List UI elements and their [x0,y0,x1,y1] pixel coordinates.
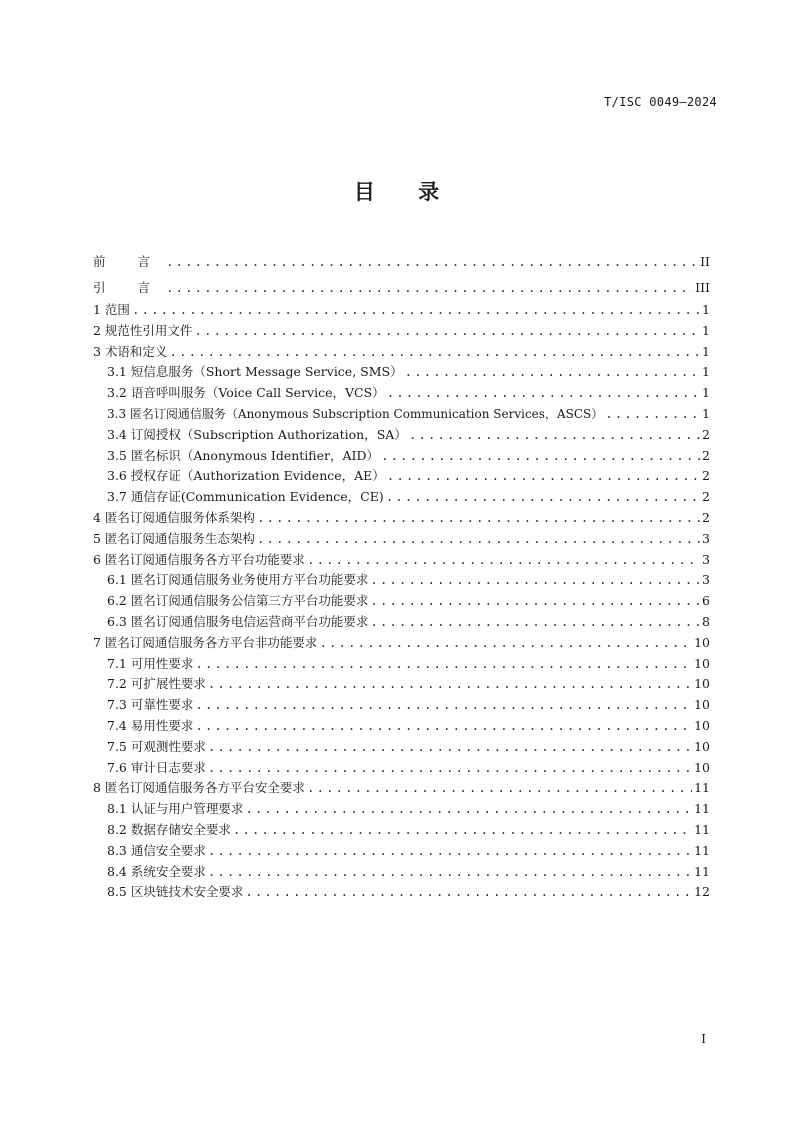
toc-leader-dots [405,362,700,383]
toc-entry-section-3[interactable] [93,342,710,363]
toc-page-number: 12 [694,884,710,900]
toc-page-number: 3 [702,572,710,588]
toc-entry-section-7-6[interactable] [93,758,710,779]
toc-page-number: 2 [702,468,710,484]
toc-leader-dots [257,508,700,529]
toc-entry-section-6-2[interactable] [93,591,710,612]
toc-entry-label: 8 匿名订阅通信服务各方平台安全要求 [93,780,305,796]
toc-leader-dots [245,882,692,903]
table-of-contents [93,249,710,903]
toc-leader-dots [195,654,692,675]
toc-page-number: 3 [702,530,710,546]
toc-leader-dots [166,249,698,275]
toc-page-number: 1 [702,302,710,317]
toc-entry-label: 6.1 匿名订阅通信服务业务使用方平台功能要求 [107,572,369,588]
toc-entry-label: 3 术语和定义 [93,343,168,359]
toc-entry-section-6[interactable] [93,550,710,571]
toc-entry-section-8-1[interactable] [93,799,710,820]
toc-entry-label: 8.1 认证与用户管理要求 [107,801,244,817]
toc-entry-section-3-5[interactable] [93,446,710,467]
toc-entry-label: 6.2 匿名订阅通信服务公信第三方平台功能要求 [107,593,369,609]
toc-leader-dots [208,862,692,883]
toc-entry-label: 7.4 易用性要求 [107,717,194,733]
toc-leader-dots [132,300,700,321]
toc-leader-dots [307,778,692,799]
toc-entry-section-7-4[interactable] [93,716,710,737]
toc-leader-dots [370,570,700,591]
toc-entry-label: 7.2 可扩展性要求 [107,676,206,692]
toc-entry-label: 6 匿名订阅通信服务各方平台功能要求 [93,551,305,567]
toc-entry-label: 1 范围 [93,302,130,317]
toc-page-number: 1 [702,405,710,421]
toc-entry-label: 3.1 短信息服务（Short Message Service, SMS） [107,364,403,380]
toc-leader-dots [370,591,700,612]
toc-entry-label: 7 匿名订阅通信服务各方平台非功能要求 [93,634,318,650]
toc-entry-section-8-4[interactable] [93,862,710,883]
toc-entry-label: 8.5 区块链技术安全要求 [107,884,244,900]
toc-entry-section-8-2[interactable] [93,820,710,841]
toc-entry-label: 3.4 订阅授权（Subscription Authorization，SA） [107,426,407,442]
toc-page-number: III [695,279,710,295]
toc-entry-label: 7.6 审计日志要求 [107,759,206,775]
toc-entry-section-3-3[interactable] [93,404,710,425]
toc-page-number: 3 [702,551,710,567]
toc-leader-dots [169,342,700,363]
toc-entry-label: 引 言 [93,279,164,295]
toc-leader-dots [245,799,692,820]
toc-page-number: 1 [702,385,710,401]
toc-entry-section-3-4[interactable] [93,425,710,446]
toc-entry-section-3-6[interactable] [93,466,710,487]
toc-entry-label: 3.2 语音呼叫服务（Voice Call Service，VCS） [107,385,385,401]
toc-entry-label: 7.3 可靠性要求 [107,697,194,713]
toc-page-number: 10 [694,676,710,692]
toc-leader-dots [195,695,692,716]
toc-page-number: 8 [702,613,710,629]
toc-entry-section-8-5[interactable] [93,882,710,903]
toc-page-number: 2 [702,489,710,505]
toc-leader-dots [208,737,692,758]
toc-leader-dots [387,383,700,404]
toc-leader-dots [195,716,692,737]
toc-entry-section-4[interactable] [93,508,710,529]
toc-page-number: 1 [702,343,710,359]
toc-entry-section-7[interactable] [93,633,710,654]
toc-leader-dots [257,529,700,550]
toc-entry-section-7-5[interactable] [93,737,710,758]
toc-entry-section-3-2[interactable] [93,383,710,404]
toc-entry-section-7-3[interactable] [93,695,710,716]
toc-entry-section-1[interactable] [93,300,710,321]
toc-leader-dots [319,633,692,654]
toc-entry-section-7-2[interactable] [93,674,710,695]
toc-page-number: 6 [702,593,710,609]
toc-entry-section-8-3[interactable] [93,841,710,862]
toc-entry-label: 3.3 匿名订阅通信服务（Anonymous Subscription Communication Services，ASCS） [107,406,604,421]
toc-page-number: 11 [694,780,710,796]
toc-leader-dots [208,674,692,695]
toc-entry-label: 7.1 可用性要求 [107,655,194,671]
toc-page-number: 11 [694,801,710,817]
toc-entry-label: 3.7 通信存证(Communication Evidence，CE) [107,489,384,505]
toc-entry-label: 8.2 数据存储安全要求 [107,821,231,837]
toc-page-number: 10 [694,655,710,671]
toc-page-number: 11 [694,842,710,858]
toc-entry-section-5[interactable] [93,529,710,550]
toc-entry-section-2[interactable] [93,321,710,342]
toc-page-number: 10 [694,634,710,650]
toc-page-number: 11 [694,821,710,837]
toc-leader-dots [307,550,700,571]
toc-entry-label: 7.5 可观测性要求 [107,738,206,754]
toc-page-number: 2 [702,447,710,463]
toc-entry-label: 8.4 系统安全要求 [107,863,206,879]
toc-entry-foreword[interactable] [93,249,710,275]
toc-leader-dots [409,425,700,446]
toc-page-number: 10 [694,697,710,713]
toc-leader-dots [381,446,700,467]
toc-leader-dots [370,612,700,633]
page-title: 目 录 [353,180,458,204]
toc-page-number: 11 [694,863,710,879]
toc-entry-label: 3.6 授权存证（Authorization Evidence，AE） [107,468,385,484]
toc-page-number: II [700,254,710,269]
toc-entry-section-6-3[interactable] [93,612,710,633]
toc-entry-section-3-7[interactable] [93,487,710,508]
toc-entry-label: 6.3 匿名订阅通信服务电信运营商平台功能要求 [107,613,369,629]
toc-page-number: 10 [694,759,710,775]
toc-page-number: 2 [702,509,710,525]
toc-entry-introduction[interactable] [93,275,710,301]
toc-page-number: 10 [694,738,710,754]
toc-page-number: 1 [702,364,710,380]
toc-page-number: 1 [702,322,710,338]
toc-leader-dots [386,487,700,508]
toc-entry-section-8[interactable] [93,778,710,799]
toc-page-number: 2 [702,426,710,442]
toc-leader-dots [233,820,692,841]
toc-entry-section-3-1[interactable] [93,362,710,383]
toc-entry-section-7-1[interactable] [93,654,710,675]
toc-leader-dots [208,758,692,779]
page-number: I [701,1032,706,1046]
toc-entry-label: 5 匿名订阅通信服务生态架构 [93,530,255,546]
toc-page-number: 10 [694,717,710,733]
toc-leader-dots [387,466,700,487]
toc-entry-section-6-1[interactable] [93,570,710,591]
toc-entry-label: 4 匿名订阅通信服务体系架构 [93,509,255,525]
toc-leader-dots [208,841,692,862]
toc-leader-dots [605,404,700,425]
document-id: T/ISC 0049—2024 [604,95,717,109]
toc-leader-dots [166,275,693,301]
toc-entry-label: 8.3 通信安全要求 [107,842,206,858]
toc-leader-dots [194,321,700,342]
toc-entry-label: 前 言 [93,254,164,269]
toc-entry-label: 2 规范性引用文件 [93,322,193,338]
toc-entry-label: 3.5 匿名标识（Anonymous Identifier，AID） [107,447,379,463]
